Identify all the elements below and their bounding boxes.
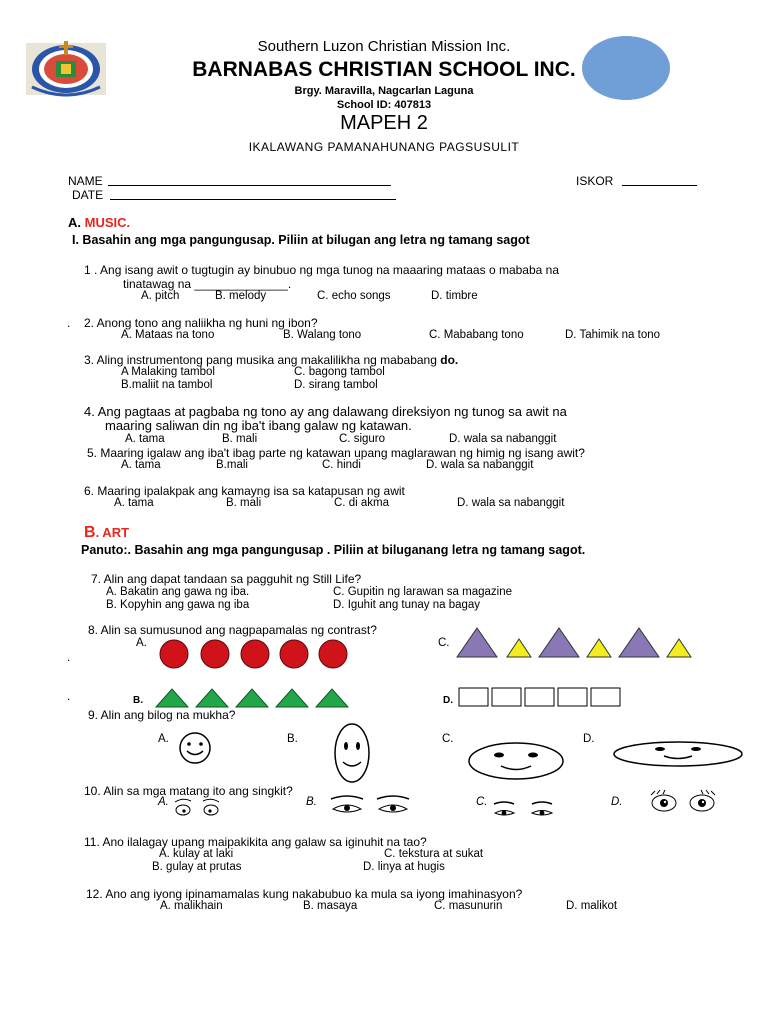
q2-option-a[interactable]: A. Mataas na tono <box>121 329 215 341</box>
q8-option-d-rectangles[interactable] <box>458 687 623 709</box>
q12-option-a[interactable]: A. malikhain <box>160 900 223 912</box>
q10-text: 10. Alin sa mga matang ito ang singkit? <box>84 784 293 798</box>
date-label: DATE <box>72 188 104 202</box>
q8-option-c-triangles[interactable] <box>455 626 695 660</box>
rectangle-4 <box>558 688 587 706</box>
music-section-letter: A. <box>68 215 81 230</box>
q4-text: 4. Ang pagtaas at pagbaba ng tono ay ang dalawang direksiyon ng tunog sa awit na <box>84 404 567 419</box>
q8-text: 8. Alin sa sumusunod ang nagpapamalas ng contrast? <box>88 623 377 637</box>
q4-option-a[interactable]: A. tama <box>125 433 165 445</box>
q7-option-d[interactable]: D. Iguhit ang tunay na bagay <box>333 599 481 611</box>
purple-triangle-2 <box>539 628 579 657</box>
q12-option-c[interactable]: C. masunurin <box>434 900 503 912</box>
yellow-triangle-2 <box>587 639 611 657</box>
q5-option-b[interactable]: B.mali <box>216 459 248 471</box>
green-triangle-1 <box>156 689 188 707</box>
q9-option-b[interactable]: B. <box>287 733 298 745</box>
q11-option-c[interactable]: C. tekstura at sukat <box>384 848 484 860</box>
green-triangle-2 <box>196 689 228 707</box>
q5-option-c[interactable]: C. hindi <box>322 459 361 471</box>
q10-option-d[interactable]: D. <box>611 796 623 808</box>
q8-option-b-triangles[interactable] <box>155 687 355 709</box>
q4-option-b[interactable]: B. mali <box>222 433 258 445</box>
q10-option-b[interactable]: B. <box>306 796 317 808</box>
rectangle-1 <box>459 688 488 706</box>
q2-option-c[interactable]: C. Mababang tono <box>429 329 524 341</box>
q1-text-cont: tinatawag na ______________. <box>123 277 292 291</box>
q4-text-cont: maaring saliwan din ng iba't ibang galaw ng katawan. <box>105 418 412 433</box>
exam-title: IKALAWANG PAMANAHUNANG PAGSUSULIT <box>248 140 520 154</box>
q7-option-a[interactable]: A. Bakatin ang gawa ng iba. <box>106 586 250 598</box>
music-instruction: I. Basahin ang mga pangungusap. Piliin at bilugan ang letra ng tamang sagot <box>72 233 530 247</box>
q9-option-a[interactable]: A. <box>158 733 169 745</box>
q6-text: 6. Maaring ipalakpak ang kamayng isa sa katapusan ng awit <box>84 484 405 498</box>
q3-text <box>84 353 458 367</box>
q10-option-a[interactable]: A. <box>158 796 169 808</box>
red-circle-2 <box>201 640 229 668</box>
green-triangle-5 <box>316 689 348 707</box>
yellow-triangle-3 <box>667 639 691 657</box>
q1-option-d[interactable]: D. timbre <box>431 290 478 302</box>
q6-option-a[interactable]: A. tama <box>114 497 154 509</box>
round-eyes-icon[interactable] <box>173 797 223 817</box>
q3-option-c[interactable]: C. bagong tambol <box>294 366 385 378</box>
q1-option-c[interactable]: C. echo songs <box>317 290 391 302</box>
art-instruction: Panuto:. Basahin ang mga pangungusap . Piliin at biluganang letra ng tamang sagot. <box>81 543 586 557</box>
sleepy-eyes-icon[interactable] <box>329 793 411 819</box>
q5-text: 5. Maaring igalaw ang iba't ibag parte ng katawan upang maglarawan ng himig ng isang awit? <box>87 446 585 460</box>
q6-option-c[interactable]: C. di akma <box>334 497 389 509</box>
date-field[interactable] <box>110 199 396 200</box>
q7-text: 7. Alin ang dapat tandaan sa pagguhit ng Still Life? <box>91 572 362 586</box>
q8-option-a-circles[interactable] <box>158 638 348 670</box>
q11-option-d[interactable]: D. linya at hugis <box>363 861 445 873</box>
q8-dot-1: . <box>67 652 71 664</box>
q8-option-d[interactable]: D. <box>443 695 453 706</box>
q11-text: 11. Ano ilalagay upang maipakikita ang galaw sa iginuhit na tao? <box>84 835 427 849</box>
red-circle-1 <box>160 640 188 668</box>
green-triangle-3 <box>236 689 268 707</box>
q12-text: 12. Ano ang iyong ipinamamalas kung nakabubuo ka mula sa iyong imahinasyon? <box>86 887 523 901</box>
red-circle-3 <box>241 640 269 668</box>
q3-text-bold: do. <box>440 353 459 367</box>
q5-option-d[interactable]: D. wala sa nabanggit <box>426 459 534 471</box>
name-label: NAME <box>68 174 103 188</box>
art-section-heading <box>84 524 129 542</box>
q3-option-b[interactable]: B.maliit na tambol <box>121 379 213 391</box>
q2-option-b[interactable]: B. Walang tono <box>283 329 362 341</box>
q9-option-d[interactable]: D. <box>583 733 595 745</box>
purple-triangle-1 <box>457 628 497 657</box>
q11-option-a[interactable]: A. kulay at laki <box>159 848 234 860</box>
q9-option-c[interactable]: C. <box>442 733 454 745</box>
q7-option-c[interactable]: C. Gupitin ng larawan sa magazine <box>333 586 512 598</box>
score-field[interactable] <box>622 185 697 186</box>
green-triangle-4 <box>276 689 308 707</box>
music-section-title: MUSIC. <box>84 215 131 230</box>
flat-face-icon[interactable] <box>612 739 744 769</box>
red-circle-4 <box>280 640 308 668</box>
q6-option-b[interactable]: B. mali <box>226 497 262 509</box>
q8-option-a[interactable]: A. <box>136 637 147 649</box>
q1-text: 1 . Ang isang awit o tugtugin ay binubuo ng mga tunog na maaaring mataas o mababa na <box>84 263 559 277</box>
name-field[interactable] <box>108 185 391 186</box>
q4-option-d[interactable]: D. wala sa nabanggit <box>449 433 557 445</box>
q7-option-b[interactable]: B. Kopyhin ang gawa ng iba <box>106 599 250 611</box>
q1-option-a[interactable]: A. pitch <box>141 290 180 302</box>
q4-option-c[interactable]: C. siguro <box>339 433 386 445</box>
oval-face-icon[interactable] <box>333 722 371 784</box>
yellow-triangle-1 <box>507 639 531 657</box>
rectangle-3 <box>525 688 554 706</box>
q12-option-d[interactable]: D. malikot <box>566 900 618 912</box>
q6-option-d[interactable]: D. wala sa nabanggit <box>457 497 565 509</box>
q2-option-d[interactable]: D. Tahimik na tono <box>565 329 661 341</box>
wide-face-icon[interactable] <box>467 741 565 781</box>
art-section-letter: B <box>84 524 96 541</box>
q2-bullet: . <box>67 316 71 330</box>
rectangle-2 <box>492 688 521 706</box>
q12-option-b[interactable]: B. masaya <box>303 900 358 912</box>
narrow-eyes-icon[interactable] <box>492 800 556 820</box>
q8-option-c[interactable]: C. <box>438 637 450 649</box>
red-circle-5 <box>319 640 347 668</box>
subject-title: MAPEH 2 <box>340 112 428 134</box>
q8-option-b[interactable]: B. <box>133 695 143 706</box>
wide-eyes-icon[interactable] <box>649 789 717 815</box>
q9-text: 9. Alin ang bilog na mukha? <box>88 708 236 722</box>
purple-triangle-3 <box>619 628 659 657</box>
school-id: School ID: 407813 <box>336 99 432 111</box>
mission-name: Southern Luzon Christian Mission Inc. <box>257 38 511 55</box>
q1-option-b[interactable]: B. melody <box>215 290 267 302</box>
q3-text-main: 3. Aling instrumentong pang musika ang makalilikha ng mababang <box>84 353 437 367</box>
round-face-icon[interactable] <box>178 731 212 765</box>
q3-option-d[interactable]: D. sirang tambol <box>294 379 378 391</box>
rectangle-5 <box>591 688 620 706</box>
q5-option-a[interactable]: A. tama <box>121 459 161 471</box>
q3-option-a[interactable]: A Malaking tambol <box>121 366 215 378</box>
school-name: BARNABAS CHRISTIAN SCHOOL INC. <box>192 58 576 81</box>
score-label: ISKOR <box>576 174 614 188</box>
q2-text: 2. Anong tono ang naliikha ng huni ng ibon? <box>84 316 318 330</box>
art-section-title: . ART <box>95 525 130 540</box>
school-address: Brgy. Maravilla, Nagcarlan Laguna <box>294 85 474 97</box>
q10-option-c[interactable]: C. <box>476 796 488 808</box>
q11-option-b[interactable]: B. gulay at prutas <box>152 861 242 873</box>
q8-dot-2: . <box>67 691 71 703</box>
music-section-heading <box>68 215 130 230</box>
